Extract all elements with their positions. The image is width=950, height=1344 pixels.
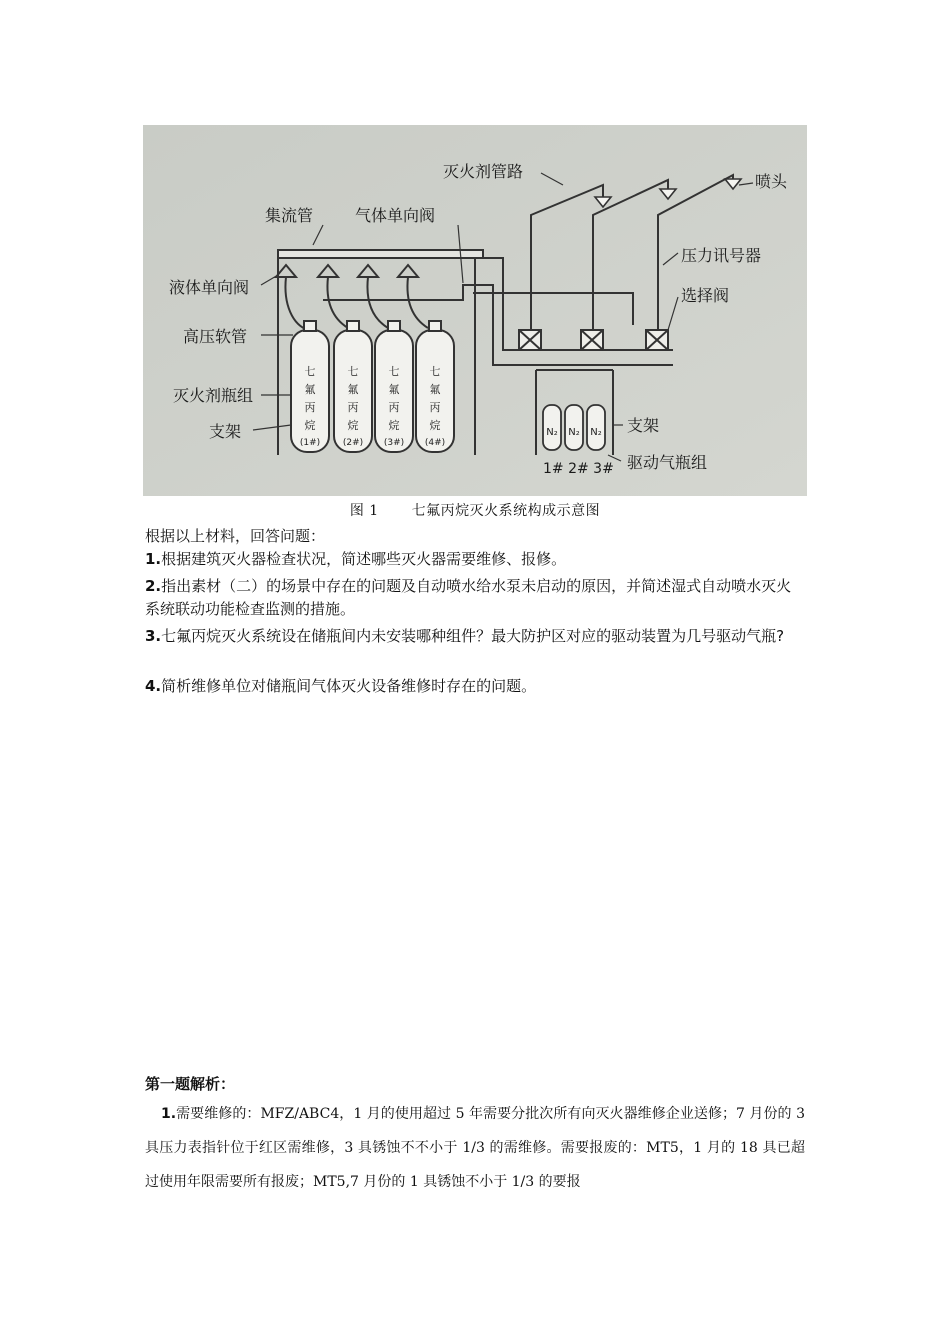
figure-caption [0,500,950,520]
question-3-text: 七氟丙烷灭火系统设在储瓶间内未安装哪种组件？最大防护区对应的驱动装置为几号驱动气瓶? [161,627,785,645]
cyl1-c2: 氟 [304,383,316,396]
label-support-left: 支架 [209,422,242,441]
label-agent-pipe: 灭火剂管路 [443,162,524,181]
cyl2-c2: 氟 [347,383,359,396]
question-1 [145,548,805,571]
label-gas-check-valve: 气体单向阀 [355,206,436,225]
cyl1-c1: 七 [304,365,316,378]
system-diagram-figure [143,125,807,496]
cyl4-c3: 丙 [429,401,441,414]
cyl1-num: (1#) [299,438,321,448]
cylinder-head-3 [388,321,400,331]
question-2-number: 2. [145,577,162,595]
question-3-number: 3. [145,627,162,645]
answer-body [145,1097,805,1199]
label-selector-valve: 选择阀 [681,286,730,305]
question-3 [145,625,805,648]
question-1-text: 根据建筑灭火器检查状况，简述哪些灭火器需要维修、报修。 [161,550,567,568]
answer-title: 第一题解析： [145,1075,236,1093]
cyl3-c1: 七 [388,365,400,378]
questions-intro: 根据以上材料，回答问题： [145,527,326,545]
cyl1-c3: 丙 [304,401,316,414]
cyl4-c2: 氟 [429,383,441,396]
drive-bottle-label-3: N₂ [590,427,602,438]
cyl3-c3: 丙 [388,401,400,414]
label-drive-numbers: 1# 2# 3# [543,461,614,477]
answer-text: 需要维修的：MFZ/ABC4，1 月的使用超过 5 年需要分批次所有向灭火器维修企业送修；7 月份的 3 具压力表指针位于红区需维修，3 具锈蚀不不小于 1/3 的需维修。需要报废的：MT5，1 月的 18 具已超过使用年限需要所有报废；MT5,7 月份的 1 具锈蚀不小于 1/3 的要报 [145,1106,805,1190]
label-nozzle: 喷头 [755,172,788,191]
label-manifold: 集流管 [265,206,314,225]
label-hose: 高压软管 [183,327,248,346]
label-bottle-group: 灭火剂瓶组 [173,386,254,405]
question-2 [145,575,805,621]
cyl4-num: (4#) [424,438,446,448]
question-4-text: 简析维修单位对储瓶间气体灭火设备维修时存在的问题。 [161,677,537,695]
answer-number: 1. [161,1106,177,1122]
question-2-text: 指出素材（二）的场景中存在的问题及自动喷水给水泵未启动的原因，并简述湿式自动喷水灭火系统联动功能检查监测的措施。 [145,577,792,618]
question-1-number: 1. [145,550,162,568]
cyl3-c2: 氟 [388,383,400,396]
cyl2-c1: 七 [347,365,359,378]
cyl2-c4: 烷 [347,419,359,432]
cylinder-head-1 [304,321,316,331]
question-4 [145,675,805,698]
manifold-pipe [278,250,483,258]
cyl2-num: (2#) [342,438,364,448]
label-pressure-signal: 压力讯号器 [681,246,762,265]
cylinder-head-2 [347,321,359,331]
label-drive-group: 驱动气瓶组 [627,453,708,472]
figure-number: 图 1 [349,503,379,519]
question-4-number: 4. [145,677,162,695]
cyl3-c4: 烷 [388,419,400,432]
drive-bottle-label-1: N₂ [546,427,558,438]
label-support-right: 支架 [627,416,660,435]
label-liquid-check-valve: 液体单向阀 [169,278,250,297]
figure-title: 七氟丙烷灭火系统构成示意图 [411,503,601,519]
system-diagram [143,125,807,496]
cyl4-c1: 七 [429,365,441,378]
cyl3-num: (3#) [383,438,405,448]
drive-bottle-label-2: N₂ [568,427,580,438]
cyl2-c3: 丙 [347,401,359,414]
cyl1-c4: 烷 [304,419,316,432]
cyl4-c4: 烷 [429,419,441,432]
cylinder-head-4 [429,321,441,331]
